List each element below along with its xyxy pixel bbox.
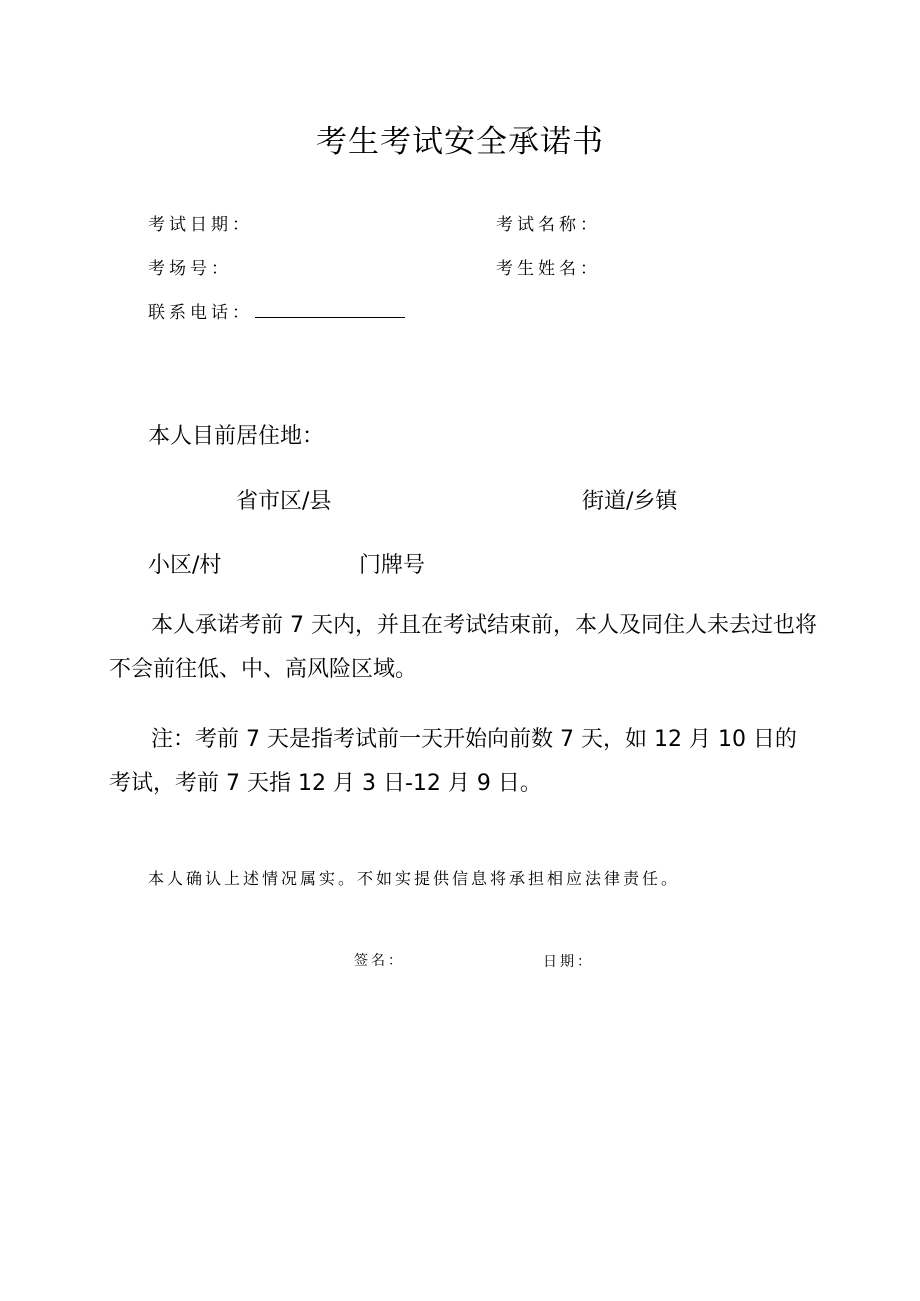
candidate-name-label: 考生姓名： [496,259,601,279]
house-number-label: 门牌号 [359,553,426,578]
phone-field [148,298,405,323]
exam-date-label: 考试日期： [148,215,253,235]
commitment-paragraph: 本人承诺考前 7 天内，并且在考试结束前，本人及同住人未去过也将不会前往低、中、高风险区域。 [109,613,817,682]
exam-room-label: 考场号： [148,259,232,279]
residence-heading: 本人目前居住地： [148,424,325,449]
province-city-county-label: 省市区/县 [236,489,332,514]
exam-name-label: 考试名称： [496,215,601,235]
signature-label: 签名： [354,953,405,969]
date-label: 日期： [543,954,594,970]
document-title: 考生考试安全承诺书 [316,124,604,160]
phone-label: 联系电话： [148,303,253,323]
community-village-label: 小区/村 [148,553,222,578]
confirmation-text: 本人确认上述情况属实。不如实提供信息将承担相应法律责任。 [148,869,681,888]
phone-blank-line [255,303,405,318]
street-town-label: 街道/乡镇 [582,489,678,514]
note-paragraph: 注：考前 7 天是指考试前一天开始向前数 7 天，如 12 月 10 日的考试，考前 7 天指 12 月 3 日-12 月 9 日。 [109,727,797,796]
